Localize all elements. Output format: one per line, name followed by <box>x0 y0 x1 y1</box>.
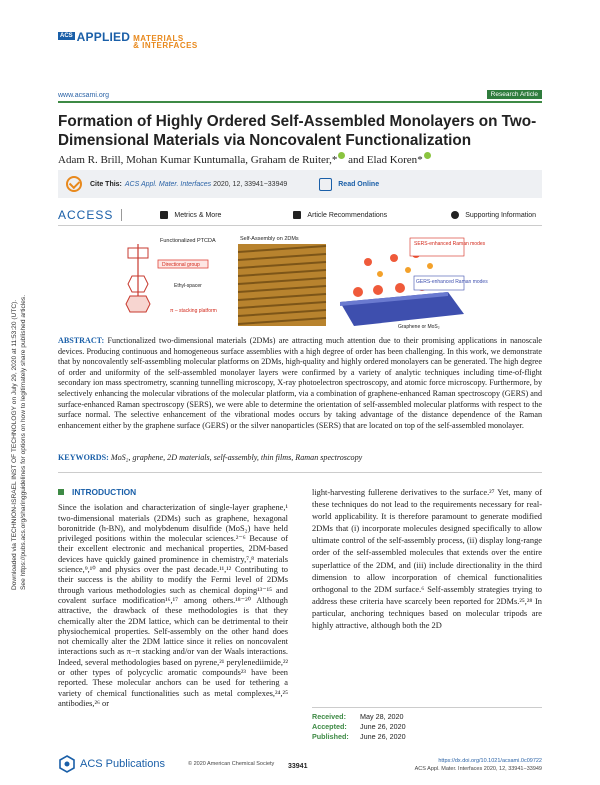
intro-heading-text: INTRODUCTION <box>72 487 137 497</box>
acs-hex-icon <box>58 755 76 773</box>
download-notice-line1: Downloaded via TECHNION-ISRAEL INST OF TECHNOLOGY on July 29, 2020 at 11:53:20 (UTC). <box>11 299 18 590</box>
keywords-text: MoS₂, graphene, 2D materials, self-assembly, thin films, Raman spectroscopy <box>108 453 363 462</box>
intro-heading <box>58 487 288 497</box>
toc-label-self-assembly: Self-Assembly on 2DMs <box>240 236 299 242</box>
metrics-label: Metrics & More <box>174 211 222 219</box>
received-date: May 28, 2020 <box>360 712 404 721</box>
publisher-name: ACS Publications <box>80 758 165 770</box>
cite-ref-detail: 2020, 12, 33941−33949 <box>211 180 288 188</box>
toc-label-directional: Directional group <box>162 262 200 268</box>
doi-link[interactable]: https://dx.doi.org/10.1021/acsami.0c09722 <box>438 758 542 764</box>
metrics-icon <box>160 211 168 219</box>
journal-name-main: APPLIED <box>76 30 131 44</box>
download-notice-line2: See https://pubs.acs.org/sharingguidelines for options on how to legitimately share published articles. <box>20 294 27 590</box>
access-separator <box>121 209 122 221</box>
cite-bar <box>58 170 542 198</box>
author-list <box>58 152 431 166</box>
supporting-info-label: Supporting Information <box>465 211 537 219</box>
toc-graphic-svg <box>118 232 488 330</box>
toc-graphic <box>118 232 488 330</box>
cite-reference[interactable] <box>125 181 287 188</box>
toc-label-functionalized: Functionalized PTCDA <box>160 238 216 244</box>
intro-left-text: Since the isolation and characterization of single-layer graphene,¹ two-dimensional materials (2DMs) such as graphene, hexagonal boronitride (h-BN), and molybdenum disulfide (MoS₂) have held privileged positions within the molecular sciences.²⁻⁶ Because of their excellent electronic and mechanical properties, 2DM-based devices have quickly gained prominence in chemistry,⁷,⁸ materials science,⁹,¹⁰ and physics over the past decade.¹¹,¹² Contributing to their success is the ability to modify the Fermi level of 2DMs through various methodologies such as chemical doping¹³⁻¹⁵ and covalent surface modification¹⁶,¹⁷ among others.¹⁸⁻²⁰ Although attractive, the drawback of these methodologies is that they chemically alter the 2DM lattice, which can be detrimental to their physiochemical properties. Self-assembly on the other hand does not chemically alter the 2DM lattice since it relies on noncovalent interactions such as π−π stacking and/or van der Waals interactions. Indeed, several methodologies based on pyrene,²¹ perylenediimide,²² or other types of polycyclic aromatic compounds²³ have been reported. These molecular anchors can be used for tethering a variety of chemical functionalities such as metal complexes,²⁴,²⁵ antibodies,²⁶ or <box>58 503 288 708</box>
header-divider <box>58 101 542 103</box>
received-label: Received: <box>312 712 346 721</box>
published-label: Published: <box>312 732 349 741</box>
toc-label-ethyl: Ethyl-spacer <box>174 283 202 289</box>
toc-label-gers: GERS-enhanced Raman modes <box>416 279 488 285</box>
document-icon <box>293 211 301 219</box>
abstract-text: Functionalized two-dimensional materials (2DMs) are attracting much attention due to their promising applications in nanoscale devices. Producing continuous and homogeneous surface assemblies with a high degree of order has been challenging. In this work, we demonstrate that by noncovalently self-assembling molecular platforms on 2DMs, high-quality and highly ordered monolayers can be generated. The high degree of order and uniformity of the self-assembled monolayer layers were confirmed by a variety of analytic techniques including time-of-flight secondary ion mass spectrometry, scanning tunnelling microscopy, X-ray photoelectron spectroscopy, and atomic force microscopy. Furthermore, by selectively enhancing the molecular vibrations of the molecular platform, via a combination of graphene-enhanced Raman spectroscopy (GERS) and surface-enhanced Raman spectroscopy (SERS), we were able to determine the orientation of self-assembled molecular platforms with respect to the surface normal. The selective enhancement of the vibrational modes occurs by taking advantage of the distance dependence of the Raman enhancement either by the graphene surface (GERS) or the silver nanoparticles (SERS) that are located on top of the self-assembled monolayer. <box>58 336 542 430</box>
orcid-icon[interactable] <box>424 152 431 159</box>
section-square-icon <box>58 489 64 495</box>
footer-citation <box>415 757 542 773</box>
abstract <box>58 336 542 431</box>
authors-last[interactable]: and Elad Koren <box>345 154 418 166</box>
journal-name-sub1: MATERIALS <box>133 34 184 43</box>
copyright: © 2020 American Chemical Society <box>188 761 275 767</box>
acs-publications-logo[interactable] <box>58 755 165 773</box>
access-label: ACCESS <box>58 208 114 222</box>
toc-label-sers: SERS-enhanced Raman modes <box>414 241 486 247</box>
authors-first[interactable]: Adam R. Brill, Mohan Kumar Kuntumalla, Graham de Ruiter, <box>58 154 332 166</box>
intro-right-column <box>312 487 542 632</box>
dates-divider <box>312 707 542 708</box>
access-bar <box>58 207 542 223</box>
intro-left-column <box>58 487 288 709</box>
keywords-label: KEYWORDS: <box>58 453 109 462</box>
metrics-link[interactable] <box>160 211 221 219</box>
supporting-info-icon <box>451 211 459 219</box>
cite-journal: ACS Appl. Mater. Interfaces <box>124 180 212 188</box>
journal-url[interactable]: www.acsami.org <box>58 92 109 99</box>
download-notice <box>2 230 30 590</box>
page-footer <box>58 755 542 777</box>
supporting-info-link[interactable] <box>451 211 536 219</box>
journal-name-sub2: & INTERFACES <box>133 41 198 50</box>
journal-logo[interactable] <box>58 30 198 49</box>
read-online-link[interactable]: Read Online <box>338 180 380 188</box>
accepted-date: June 26, 2020 <box>360 722 406 731</box>
read-online-icon <box>319 178 332 191</box>
keywords <box>58 453 542 462</box>
abstract-label: ABSTRACT: <box>58 336 105 345</box>
published-date: June 26, 2020 <box>360 732 406 741</box>
article-type-badge: Research Article <box>487 90 542 99</box>
footer-citation-text: ACS Appl. Mater. Interfaces 2020, 12, 33941−33949 <box>414 766 542 772</box>
corresponding-star-2: * <box>417 154 423 166</box>
corresponding-star: * <box>331 154 338 166</box>
page-number: 33941 <box>288 763 308 770</box>
article-title: Formation of Highly Ordered Self-Assembled Monolayers on Two-Dimensional Materials via Noncovalent Functionalization <box>58 113 537 149</box>
abstract-divider <box>58 472 542 473</box>
recommendations-link[interactable] <box>293 211 387 219</box>
intro-right-text: light-harvesting fullerene derivatives to the surface.²⁷ Yet, many of these techniques do not lead to the requirements necessary for real-world applicability. It is therefore paramount to generate modified 2DMs that (i) incorporate molecules designed specifically to allow ultimate control of the self-assembly process, (ii) display long-range order of the self-assembled molecules that extends over the entire superlattice of the 2DM, and (iii) include directionality in the third dimension to allow incorporation of chemical functionalities orthogonal to the 2DM surface.⁶ Self-assembly strategies trying to address these criteria have scarcely been reported for 2DMs.²⁵,²⁸ In particular, anchoring techniques based on molecular tripods are highly attractive, although both the 2D <box>312 488 542 631</box>
recommendations-label: Article Recommendations <box>307 211 388 219</box>
accepted-label: Accepted: <box>312 722 347 731</box>
cite-check-icon <box>66 176 82 192</box>
access-divider <box>58 225 542 226</box>
article-dates <box>312 712 406 742</box>
acs-logo-box: ACS <box>60 33 73 39</box>
toc-label-stacking: π – stacking platform <box>170 308 217 314</box>
cite-label: Cite This: <box>90 180 122 188</box>
toc-label-substrate: Graphene or MoS₂ <box>398 324 440 330</box>
